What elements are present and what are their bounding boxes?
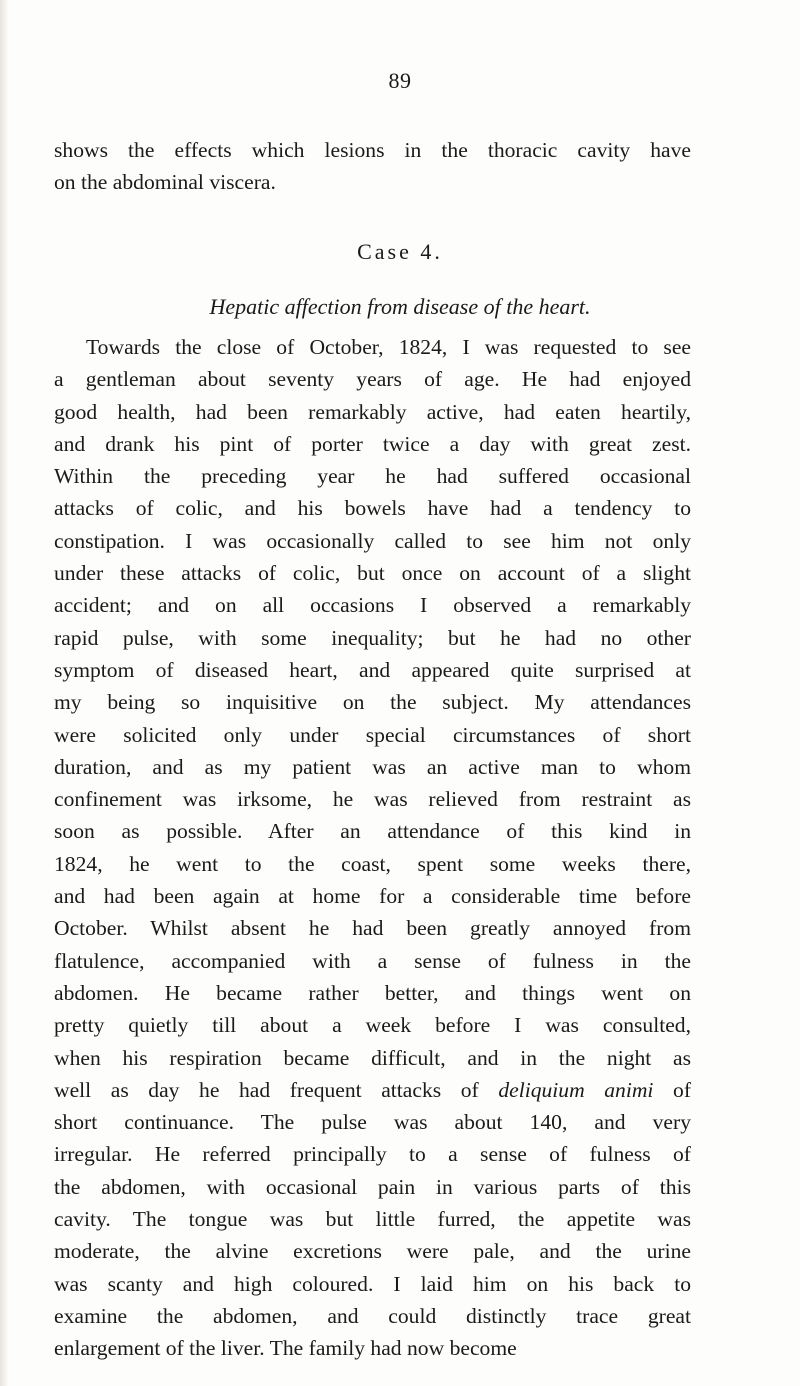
text-line: the abdomen, with occasional pain in various parts of this xyxy=(54,1174,691,1199)
text-line: pretty quietly till about a week before I was consulted, xyxy=(54,1013,691,1038)
text-line: Towards the close of October, 1824, I was requested to see xyxy=(86,335,691,359)
text-line: 1824, he went to the coast, spent some weeks there, xyxy=(54,851,691,876)
line-segment: of xyxy=(673,1077,692,1102)
line-segment: well as day he had frequent attacks of xyxy=(54,1077,479,1102)
case-heading: Case 4. xyxy=(357,239,443,264)
text-line: my being so inquisitive on the subject. My attendances xyxy=(54,690,691,715)
text-line: flatulence, accompanied with a sense of fulness in the xyxy=(54,948,691,973)
text-line: abdomen. He became rather better, and things went on xyxy=(54,980,691,1005)
text-line: on the abdominal viscera. xyxy=(54,170,276,195)
text-line: symptom of diseased heart, and appeared quite surprised at xyxy=(54,657,691,682)
page-number: 89 xyxy=(388,68,412,93)
case-subtitle: Hepatic affection from disease of the heart. xyxy=(209,294,591,319)
text-line: October. Whilst absent he had been greatly annoyed from xyxy=(54,916,691,941)
text-line: a gentleman about seventy years of age. He had enjoyed xyxy=(54,367,691,392)
text-line: enlargement of the liver. The family had now become xyxy=(54,1336,517,1361)
text-line: under these attacks of colic, but once on account of a slight xyxy=(54,561,691,586)
text-line: attacks of colic, and his bowels have had a tendency to xyxy=(54,496,691,521)
text-line: was scanty and high coloured. I laid him on his back to xyxy=(54,1271,691,1296)
text-line: examine the abdomen, and could distinctly trace great xyxy=(54,1303,691,1328)
text-line: soon as possible. After an attendance of this kind in xyxy=(54,819,691,844)
text-line: moderate, the alvine excretions were pale, and the urine xyxy=(54,1239,691,1264)
text-line: confinement was irksome, he was relieved from restraint as xyxy=(54,787,691,812)
text-line: duration, and as my patient was an active man to whom xyxy=(54,754,691,779)
text-line: Within the preceding year he had suffered occasional xyxy=(54,464,691,489)
text-line: rapid pulse, with some inequality; but he had no other xyxy=(54,625,691,650)
text-line: cavity. The tongue was but little furred, the appetite was xyxy=(54,1207,691,1232)
text-line: and had been again at home for a considerable time before xyxy=(54,884,691,909)
text-line-with-italic xyxy=(54,1074,691,1106)
text-line: irregular. He referred principally to a sense of fulness of xyxy=(54,1142,691,1167)
text-line: accident; and on all occasions I observed a remarkably xyxy=(54,593,691,618)
text-line: shows the effects which lesions in the thoracic cavity have xyxy=(54,138,691,162)
text-line: good health, had been remarkably active, had eaten heartily, xyxy=(54,399,691,424)
text-line: when his respiration became difficult, and in the night as xyxy=(54,1045,691,1070)
text-line: constipation. I was occasionally called to see him not only xyxy=(54,528,691,553)
case-body-paragraph xyxy=(54,331,691,1365)
text-line: short continuance. The pulse was about 140, and very xyxy=(54,1110,691,1135)
italic-phrase: deliquium animi xyxy=(498,1077,654,1102)
page-edge-shadow xyxy=(0,0,9,1386)
opening-paragraph xyxy=(54,134,691,199)
text-line: were solicited only under special circumstances of short xyxy=(54,722,691,747)
text-line: and drank his pint of porter twice a day with great zest. xyxy=(54,431,691,456)
